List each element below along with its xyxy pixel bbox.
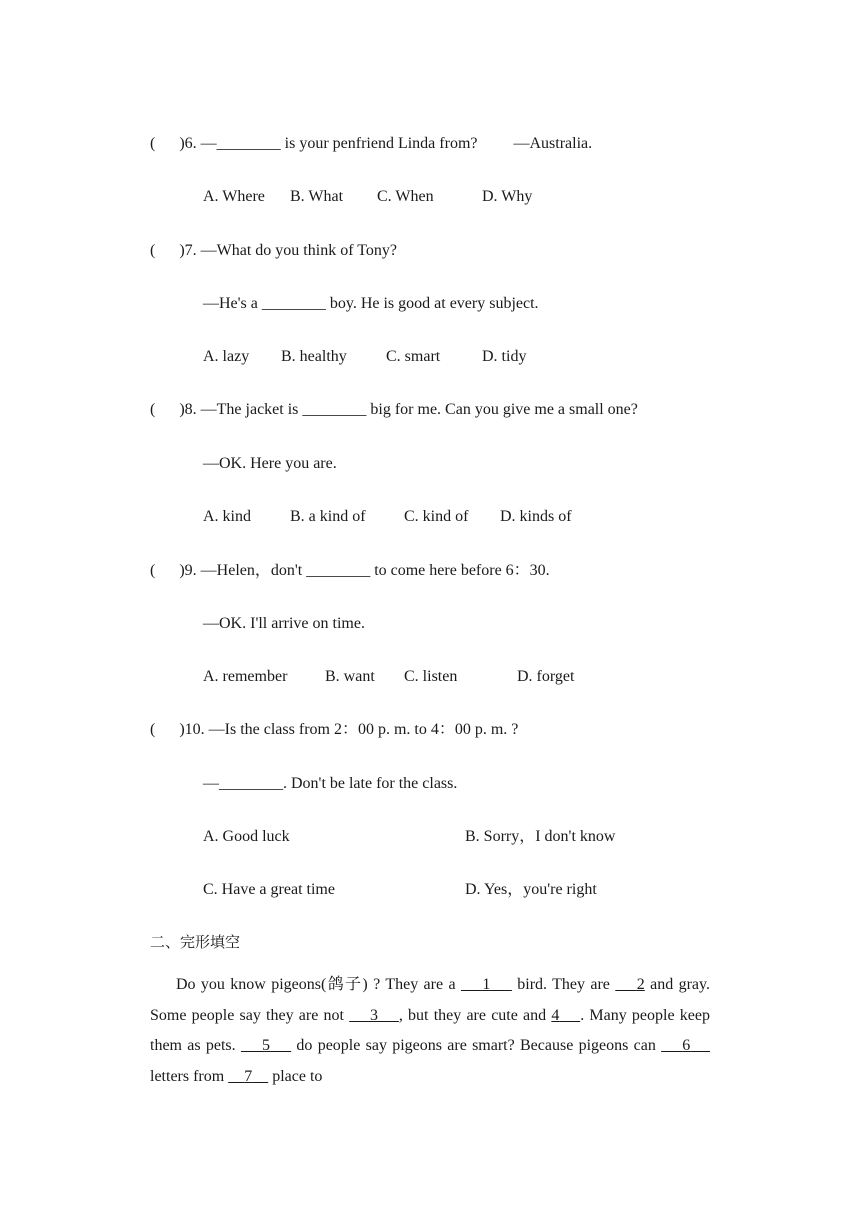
question-6-option-d: D. Why	[482, 188, 533, 205]
passage-text: bird. They are	[511, 976, 616, 993]
cloze-blank-4: 4	[551, 1006, 560, 1024]
question-10-reply: —________. Don't be late for the class.	[203, 775, 458, 792]
section-2-title: 二、完形填空	[150, 933, 241, 951]
question-9-stem: ( )9. —Helen，don't ________ to come here before 6：30.	[150, 562, 550, 579]
question-10-option-b: B. Sorry，I don't know	[465, 828, 616, 845]
question-6-stem: ( )6. —________ is your penfriend Linda from? —Australia.	[150, 135, 593, 152]
passage-text: , but they are cute and	[398, 1006, 552, 1024]
question-6-option-a: A. Where	[203, 188, 265, 205]
question-9-option-d: D. forget	[517, 668, 575, 685]
cloze-blank-5: 5	[262, 1037, 271, 1054]
question-9-option-b: B. want	[325, 668, 375, 685]
question-9-option-c: C. listen	[404, 668, 458, 685]
question-8-stem: ( )8. —The jacket is ________ big for me. Can you give me a small one?	[150, 401, 638, 418]
question-6-option-b: B. What	[290, 188, 344, 205]
passage-text: . Many people keep them as pets.	[150, 1006, 710, 1054]
question-9-option-a: A. remember	[203, 668, 288, 685]
question-7-option-b: B. healthy	[281, 348, 347, 365]
passage-text: do people say pigeons are smart? Because pigeons can	[291, 1037, 662, 1054]
question-9-reply: —OK. I'll arrive on time.	[203, 615, 365, 632]
question-10-option-d: D. Yes，you're right	[465, 881, 597, 898]
question-7-stem: ( )7. —What do you think of Tony?	[150, 242, 397, 259]
question-7-reply: —He's a ________ boy. He is good at every subject.	[203, 295, 539, 312]
question-10-stem: ( )10. —Is the class from 2：00 p. m. to 4：00 p. m. ?	[150, 721, 519, 738]
cloze-blank-2: 2	[636, 976, 645, 993]
cloze-blank-7: 7	[244, 1067, 253, 1085]
question-7-option-c: C. smart	[386, 348, 441, 365]
question-8-option-d: D. kinds of	[500, 508, 572, 525]
cloze-blank-6: 6	[682, 1037, 691, 1054]
passage-text: letters from	[150, 1067, 229, 1085]
passage-text: Do you know pigeons(鸽子) ? They are a	[176, 976, 461, 993]
question-10-option-c: C. Have a great time	[203, 881, 335, 898]
question-8-option-a: A. kind	[203, 508, 251, 525]
question-6-option-c: C. When	[377, 188, 434, 205]
cloze-blank-1: 1	[482, 976, 491, 993]
question-8-option-b: B. a kind of	[290, 508, 366, 525]
question-8-reply: —OK. Here you are.	[203, 455, 337, 472]
passage-text: place to	[268, 1067, 323, 1085]
question-7-option-d: D. tidy	[482, 348, 527, 365]
question-7-option-a: A. lazy	[203, 348, 250, 365]
question-8-option-c: C. kind of	[404, 508, 469, 525]
question-10-option-a: A. Good luck	[203, 828, 290, 845]
cloze-blank-3: 3	[370, 1006, 379, 1024]
passage-text: and gray. Some people say they are not	[150, 976, 710, 1024]
cloze-passage	[150, 970, 710, 1092]
